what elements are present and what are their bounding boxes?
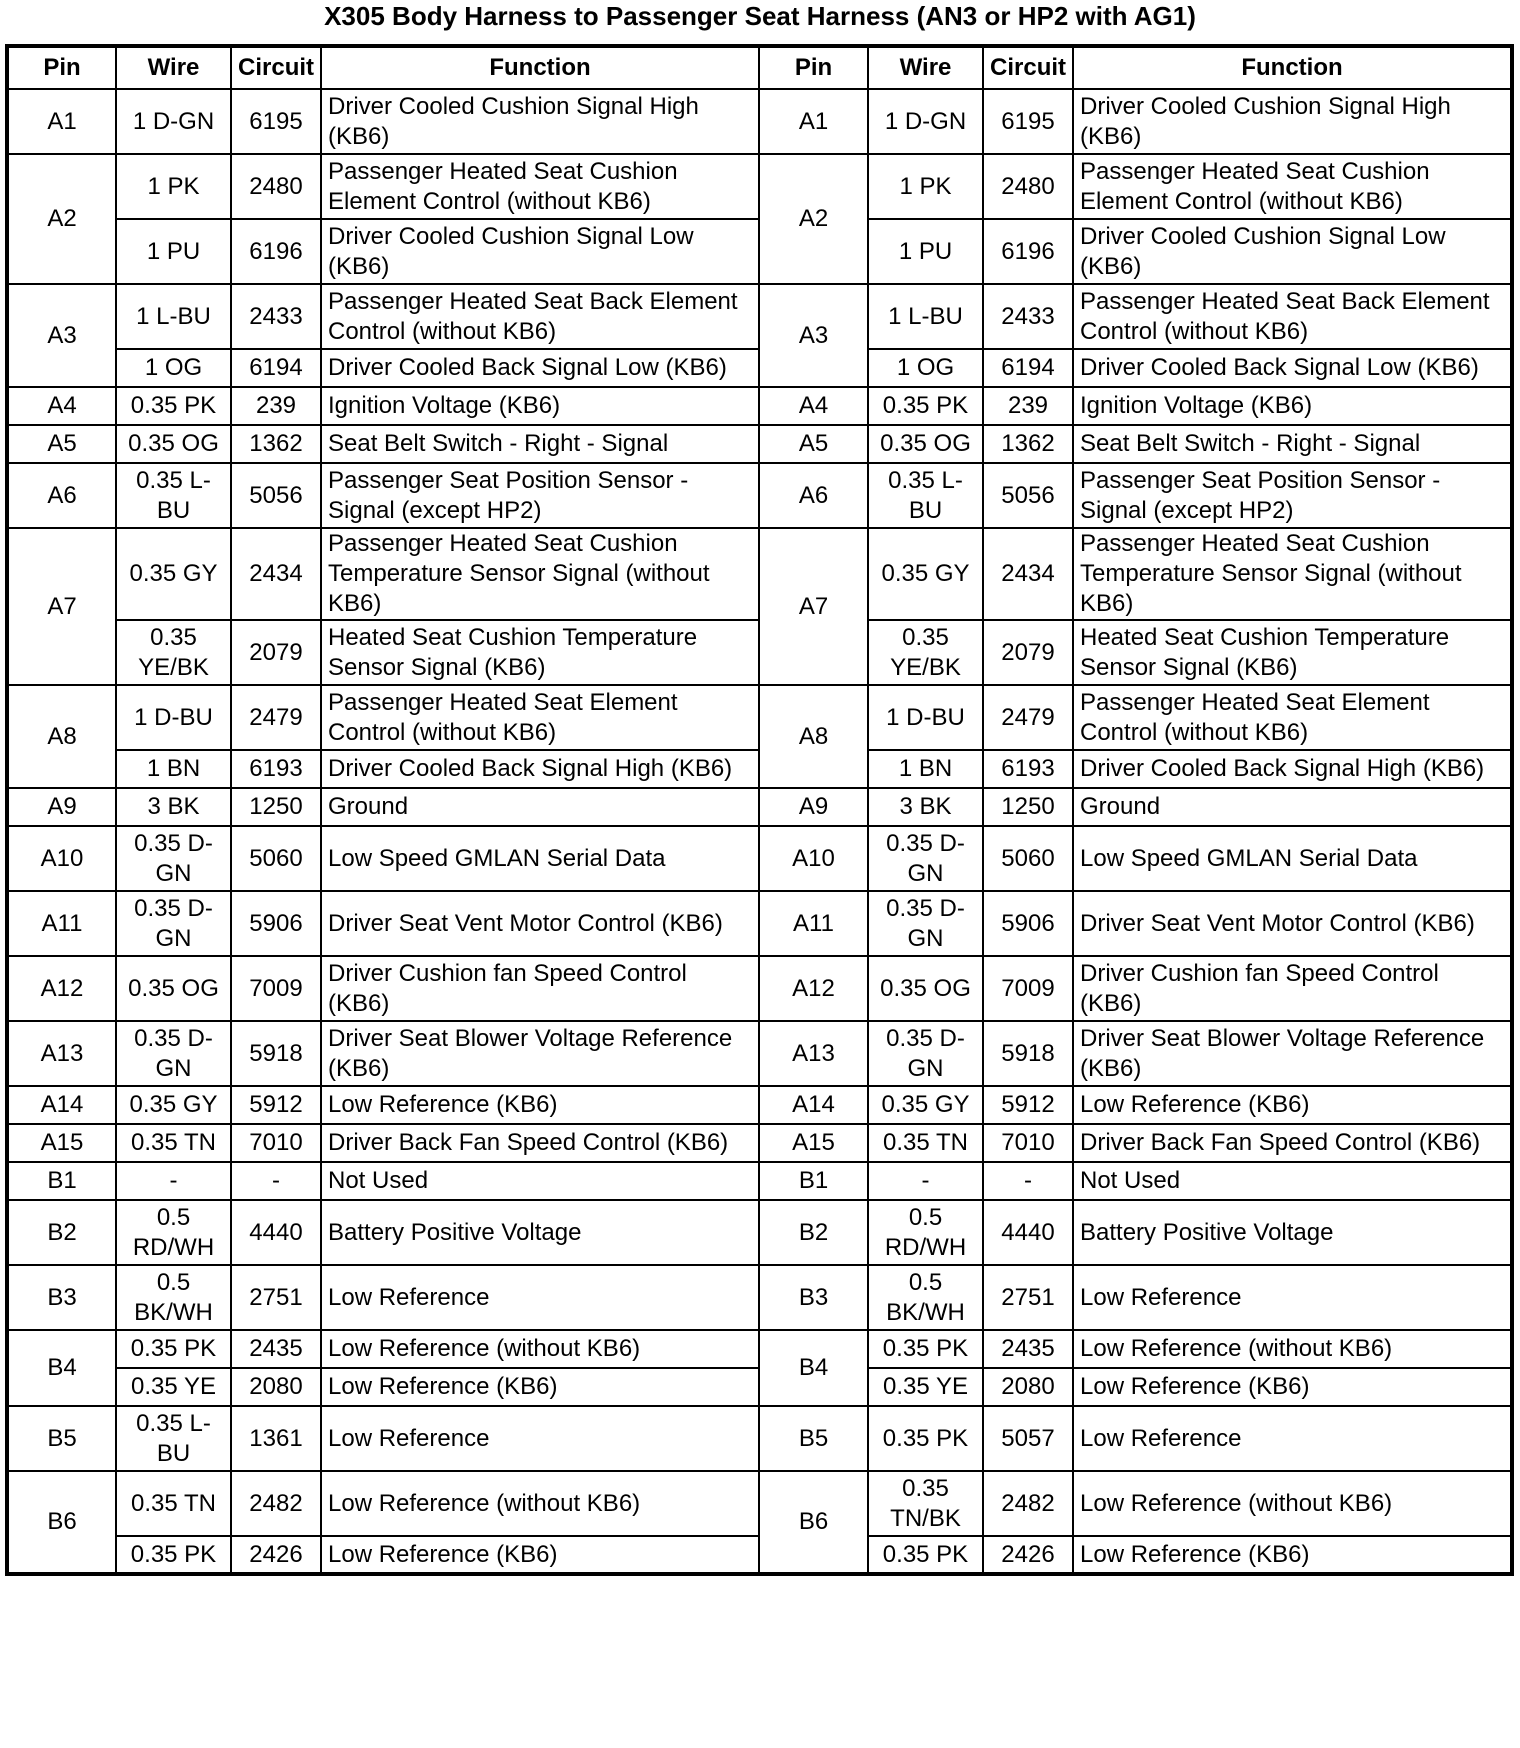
wire-cell: 3 BK — [868, 788, 983, 826]
pin-cell: A11 — [759, 891, 868, 956]
function-cell: Ignition Voltage (KB6) — [1073, 387, 1512, 425]
wire-cell: 1 D-BU — [868, 685, 983, 750]
function-cell: Low Reference (without KB6) — [321, 1471, 759, 1536]
wire-cell: 1 BN — [116, 750, 231, 788]
function-cell: Driver Seat Blower Voltage Reference (KB6) — [1073, 1021, 1512, 1086]
function-cell: Driver Cooled Cushion Signal High (KB6) — [1073, 89, 1512, 154]
function-cell: Heated Seat Cushion Temperature Sensor Signal (KB6) — [1073, 620, 1512, 685]
function-cell: Passenger Seat Position Sensor - Signal (except HP2) — [1073, 463, 1512, 528]
wire-cell: - — [116, 1162, 231, 1200]
wire-cell: 0.5 RD/WH — [116, 1200, 231, 1265]
function-cell: Heated Seat Cushion Temperature Sensor Signal (KB6) — [321, 620, 759, 685]
header-function: Function — [1073, 46, 1512, 89]
circuit-cell: 5057 — [983, 1406, 1073, 1471]
function-cell: Passenger Heated Seat Element Control (without KB6) — [1073, 685, 1512, 750]
wire-cell: 0.35 D-GN — [868, 1021, 983, 1086]
header-wire: Wire — [868, 46, 983, 89]
circuit-cell: 1361 — [231, 1406, 321, 1471]
function-cell: Low Reference — [321, 1265, 759, 1330]
wire-cell: 0.35 L-BU — [116, 1406, 231, 1471]
wire-cell: 1 L-BU — [868, 284, 983, 349]
table-row — [7, 891, 1512, 956]
pin-cell: A10 — [7, 826, 116, 891]
wire-cell: 0.35 OG — [116, 956, 231, 1021]
circuit-cell: 5906 — [231, 891, 321, 956]
circuit-cell: 2434 — [983, 528, 1073, 620]
header-pin: Pin — [759, 46, 868, 89]
circuit-cell: 2435 — [231, 1330, 321, 1368]
circuit-cell: 5918 — [231, 1021, 321, 1086]
pin-cell: A13 — [7, 1021, 116, 1086]
circuit-cell: 1362 — [983, 425, 1073, 463]
header-pin: Pin — [7, 46, 116, 89]
pin-cell: B3 — [759, 1265, 868, 1330]
wire-cell: 0.35 TN — [868, 1124, 983, 1162]
function-cell: Seat Belt Switch - Right - Signal — [1073, 425, 1512, 463]
circuit-cell: 2482 — [983, 1471, 1073, 1536]
pin-cell: B1 — [7, 1162, 116, 1200]
circuit-cell: 2433 — [983, 284, 1073, 349]
pin-cell: B6 — [7, 1471, 116, 1574]
function-cell: Driver Cooled Back Signal High (KB6) — [321, 750, 759, 788]
wire-cell: 1 BN — [868, 750, 983, 788]
table-row — [7, 1162, 1512, 1200]
function-cell: Battery Positive Voltage — [1073, 1200, 1512, 1265]
function-cell: Low Reference (KB6) — [321, 1536, 759, 1574]
pin-cell: A8 — [759, 685, 868, 788]
table-row — [7, 1330, 1512, 1368]
circuit-cell: 5056 — [983, 463, 1073, 528]
wire-cell: 0.35 PK — [868, 1536, 983, 1574]
pinout-body — [7, 89, 1512, 1574]
wire-cell: 1 D-GN — [868, 89, 983, 154]
function-cell: Not Used — [1073, 1162, 1512, 1200]
circuit-cell: 2479 — [983, 685, 1073, 750]
wire-cell: 0.35 D-GN — [116, 1021, 231, 1086]
pin-cell: A1 — [759, 89, 868, 154]
circuit-cell: 2479 — [231, 685, 321, 750]
function-cell: Driver Seat Vent Motor Control (KB6) — [321, 891, 759, 956]
function-cell: Low Reference — [321, 1406, 759, 1471]
circuit-cell: 2426 — [983, 1536, 1073, 1574]
function-cell: Ground — [1073, 788, 1512, 826]
wire-cell: 0.35 YE/BK — [116, 620, 231, 685]
function-cell: Driver Cooled Back Signal High (KB6) — [1073, 750, 1512, 788]
circuit-cell: 2434 — [231, 528, 321, 620]
function-cell: Passenger Heated Seat Back Element Control (without KB6) — [321, 284, 759, 349]
circuit-cell: 2480 — [983, 154, 1073, 219]
function-cell: Passenger Heated Seat Cushion Element Control (without KB6) — [1073, 154, 1512, 219]
wire-cell: 0.35 OG — [116, 425, 231, 463]
pin-cell: A2 — [759, 154, 868, 284]
wire-cell: 1 D-BU — [116, 685, 231, 750]
table-row — [7, 89, 1512, 154]
function-cell: Driver Cushion fan Speed Control (KB6) — [1073, 956, 1512, 1021]
function-cell: Driver Cooled Cushion Signal High (KB6) — [321, 89, 759, 154]
circuit-cell: 4440 — [231, 1200, 321, 1265]
pin-cell: B2 — [7, 1200, 116, 1265]
circuit-cell: 7010 — [983, 1124, 1073, 1162]
circuit-cell: 1362 — [231, 425, 321, 463]
pin-cell: B4 — [759, 1330, 868, 1406]
wire-cell: 0.35 PK — [116, 1536, 231, 1574]
table-row — [7, 1265, 1512, 1330]
table-row — [7, 387, 1512, 425]
function-cell: Low Reference (KB6) — [1073, 1086, 1512, 1124]
wire-cell: 0.35 L-BU — [116, 463, 231, 528]
function-cell: Passenger Heated Seat Back Element Control (without KB6) — [1073, 284, 1512, 349]
wire-cell: 0.35 D-GN — [116, 826, 231, 891]
pin-cell: A11 — [7, 891, 116, 956]
circuit-cell: 6195 — [983, 89, 1073, 154]
function-cell: Passenger Heated Seat Cushion Temperature Sensor Signal (without KB6) — [1073, 528, 1512, 620]
pin-cell: B3 — [7, 1265, 116, 1330]
wire-cell: 0.5 RD/WH — [868, 1200, 983, 1265]
function-cell: Ground — [321, 788, 759, 826]
function-cell: Low Reference (KB6) — [321, 1086, 759, 1124]
pin-cell: A4 — [759, 387, 868, 425]
circuit-cell: 239 — [231, 387, 321, 425]
function-cell: Low Reference (KB6) — [321, 1368, 759, 1406]
table-row — [7, 1471, 1512, 1536]
pin-cell: A12 — [7, 956, 116, 1021]
table-row — [7, 154, 1512, 219]
circuit-cell: 5918 — [983, 1021, 1073, 1086]
function-cell: Driver Cooled Back Signal Low (KB6) — [1073, 349, 1512, 387]
circuit-cell: 2480 — [231, 154, 321, 219]
function-cell: Passenger Heated Seat Cushion Element Control (without KB6) — [321, 154, 759, 219]
wire-cell: 0.35 PK — [116, 1330, 231, 1368]
wire-cell: 0.35 YE — [868, 1368, 983, 1406]
circuit-cell: 2751 — [231, 1265, 321, 1330]
pinout-table — [5, 44, 1514, 1576]
table-row — [7, 425, 1512, 463]
wire-cell: 0.35 L-BU — [868, 463, 983, 528]
wire-cell: 1 OG — [116, 349, 231, 387]
circuit-cell: 2080 — [983, 1368, 1073, 1406]
wire-cell: 0.35 PK — [868, 1330, 983, 1368]
function-cell: Low Reference — [1073, 1406, 1512, 1471]
wire-cell: 1 PU — [116, 219, 231, 284]
function-cell: Driver Back Fan Speed Control (KB6) — [321, 1124, 759, 1162]
circuit-cell: 7009 — [983, 956, 1073, 1021]
function-cell: Passenger Seat Position Sensor - Signal (except HP2) — [321, 463, 759, 528]
circuit-cell: 5060 — [983, 826, 1073, 891]
pin-cell: A6 — [759, 463, 868, 528]
function-cell: Passenger Heated Seat Element Control (without KB6) — [321, 685, 759, 750]
circuit-cell: 2433 — [231, 284, 321, 349]
function-cell: Low Reference (without KB6) — [321, 1330, 759, 1368]
function-cell: Driver Cooled Back Signal Low (KB6) — [321, 349, 759, 387]
table-row — [7, 284, 1512, 349]
wire-cell: 0.35 D-GN — [868, 826, 983, 891]
circuit-cell: 7009 — [231, 956, 321, 1021]
wire-cell: 0.35 YE/BK — [868, 620, 983, 685]
pin-cell: A4 — [7, 387, 116, 425]
circuit-cell: - — [983, 1162, 1073, 1200]
pin-cell: A9 — [7, 788, 116, 826]
circuit-cell: - — [231, 1162, 321, 1200]
circuit-cell: 2482 — [231, 1471, 321, 1536]
wire-cell: 0.35 D-GN — [868, 891, 983, 956]
pin-cell: A5 — [759, 425, 868, 463]
table-row — [7, 788, 1512, 826]
pin-cell: A15 — [7, 1124, 116, 1162]
circuit-cell: 6196 — [231, 219, 321, 284]
header-row — [7, 46, 1512, 89]
circuit-cell: 6196 — [983, 219, 1073, 284]
table-row — [7, 528, 1512, 620]
circuit-cell: 5912 — [983, 1086, 1073, 1124]
wire-cell: 1 PK — [868, 154, 983, 219]
wire-cell: 0.5 BK/WH — [116, 1265, 231, 1330]
pin-cell: B6 — [759, 1471, 868, 1574]
wire-cell: 0.35 PK — [868, 1406, 983, 1471]
header-function: Function — [321, 46, 759, 89]
pin-cell: B4 — [7, 1330, 116, 1406]
function-cell: Low Reference — [1073, 1265, 1512, 1330]
wire-cell: 1 L-BU — [116, 284, 231, 349]
circuit-cell: 6194 — [983, 349, 1073, 387]
function-cell: Low Speed GMLAN Serial Data — [1073, 826, 1512, 891]
circuit-cell: 1250 — [231, 788, 321, 826]
pin-cell: B1 — [759, 1162, 868, 1200]
pin-cell: A8 — [7, 685, 116, 788]
circuit-cell: 5906 — [983, 891, 1073, 956]
circuit-cell: 2079 — [983, 620, 1073, 685]
page-title: X305 Body Harness to Passenger Seat Harness (AN3 or HP2 with AG1) — [324, 1, 1196, 31]
function-cell: Driver Seat Blower Voltage Reference (KB6) — [321, 1021, 759, 1086]
function-cell: Low Reference (without KB6) — [1073, 1330, 1512, 1368]
wire-cell: 0.35 OG — [868, 956, 983, 1021]
header-wire: Wire — [116, 46, 231, 89]
pin-cell: A14 — [7, 1086, 116, 1124]
circuit-cell: 4440 — [983, 1200, 1073, 1265]
header-circuit: Circuit — [231, 46, 321, 89]
function-cell: Ignition Voltage (KB6) — [321, 387, 759, 425]
function-cell: Not Used — [321, 1162, 759, 1200]
function-cell: Driver Back Fan Speed Control (KB6) — [1073, 1124, 1512, 1162]
circuit-cell: 2079 — [231, 620, 321, 685]
circuit-cell: 6193 — [231, 750, 321, 788]
wire-cell: 0.35 D-GN — [116, 891, 231, 956]
wire-cell: 3 BK — [116, 788, 231, 826]
pin-cell: A13 — [759, 1021, 868, 1086]
function-cell: Battery Positive Voltage — [321, 1200, 759, 1265]
wire-cell: 0.35 OG — [868, 425, 983, 463]
pin-cell: A7 — [759, 528, 868, 685]
pin-cell: A3 — [7, 284, 116, 387]
function-cell: Driver Cooled Cushion Signal Low (KB6) — [1073, 219, 1512, 284]
pin-cell: A14 — [759, 1086, 868, 1124]
pin-cell: A9 — [759, 788, 868, 826]
circuit-cell: 7010 — [231, 1124, 321, 1162]
circuit-cell: 2426 — [231, 1536, 321, 1574]
circuit-cell: 5060 — [231, 826, 321, 891]
pin-cell: A12 — [759, 956, 868, 1021]
wire-cell: 0.35 GY — [116, 1086, 231, 1124]
table-row — [7, 826, 1512, 891]
circuit-cell: 6194 — [231, 349, 321, 387]
wire-cell: 0.35 GY — [868, 1086, 983, 1124]
pin-cell: A3 — [759, 284, 868, 387]
circuit-cell: 5056 — [231, 463, 321, 528]
pin-cell: B5 — [759, 1406, 868, 1471]
function-cell: Driver Cushion fan Speed Control (KB6) — [321, 956, 759, 1021]
function-cell: Low Speed GMLAN Serial Data — [321, 826, 759, 891]
table-row — [7, 463, 1512, 528]
circuit-cell: 6193 — [983, 750, 1073, 788]
pin-cell: B5 — [7, 1406, 116, 1471]
circuit-cell: 5912 — [231, 1086, 321, 1124]
table-row — [7, 1124, 1512, 1162]
table-row — [7, 1200, 1512, 1265]
circuit-cell: 239 — [983, 387, 1073, 425]
wire-cell: 0.35 TN — [116, 1124, 231, 1162]
pin-cell: A5 — [7, 425, 116, 463]
table-row — [7, 685, 1512, 750]
pin-cell: A10 — [759, 826, 868, 891]
wire-cell: 0.35 PK — [868, 387, 983, 425]
pin-cell: A7 — [7, 528, 116, 685]
wire-cell: 0.35 TN/BK — [868, 1471, 983, 1536]
function-cell: Low Reference (without KB6) — [1073, 1471, 1512, 1536]
function-cell: Driver Cooled Cushion Signal Low (KB6) — [321, 219, 759, 284]
wire-cell: 0.35 YE — [116, 1368, 231, 1406]
function-cell: Low Reference (KB6) — [1073, 1536, 1512, 1574]
table-row — [7, 956, 1512, 1021]
header-circuit: Circuit — [983, 46, 1073, 89]
pin-cell: B2 — [759, 1200, 868, 1265]
wire-cell: 1 OG — [868, 349, 983, 387]
table-row — [7, 1021, 1512, 1086]
wire-cell: 1 D-GN — [116, 89, 231, 154]
wire-cell: 0.35 TN — [116, 1471, 231, 1536]
pin-cell: A15 — [759, 1124, 868, 1162]
table-row — [7, 1086, 1512, 1124]
pin-cell: A1 — [7, 89, 116, 154]
wire-cell: 1 PK — [116, 154, 231, 219]
wire-cell: 0.35 PK — [116, 387, 231, 425]
pin-cell: A6 — [7, 463, 116, 528]
function-cell: Low Reference (KB6) — [1073, 1368, 1512, 1406]
wire-cell: 1 PU — [868, 219, 983, 284]
circuit-cell: 1250 — [983, 788, 1073, 826]
circuit-cell: 6195 — [231, 89, 321, 154]
pin-cell: A2 — [7, 154, 116, 284]
circuit-cell: 2435 — [983, 1330, 1073, 1368]
wire-cell: - — [868, 1162, 983, 1200]
function-cell: Driver Seat Vent Motor Control (KB6) — [1073, 891, 1512, 956]
function-cell: Seat Belt Switch - Right - Signal — [321, 425, 759, 463]
circuit-cell: 2080 — [231, 1368, 321, 1406]
table-row — [7, 1406, 1512, 1471]
wire-cell: 0.35 GY — [116, 528, 231, 620]
function-cell: Passenger Heated Seat Cushion Temperature Sensor Signal (without KB6) — [321, 528, 759, 620]
wire-cell: 0.5 BK/WH — [868, 1265, 983, 1330]
wire-cell: 0.35 GY — [868, 528, 983, 620]
circuit-cell: 2751 — [983, 1265, 1073, 1330]
